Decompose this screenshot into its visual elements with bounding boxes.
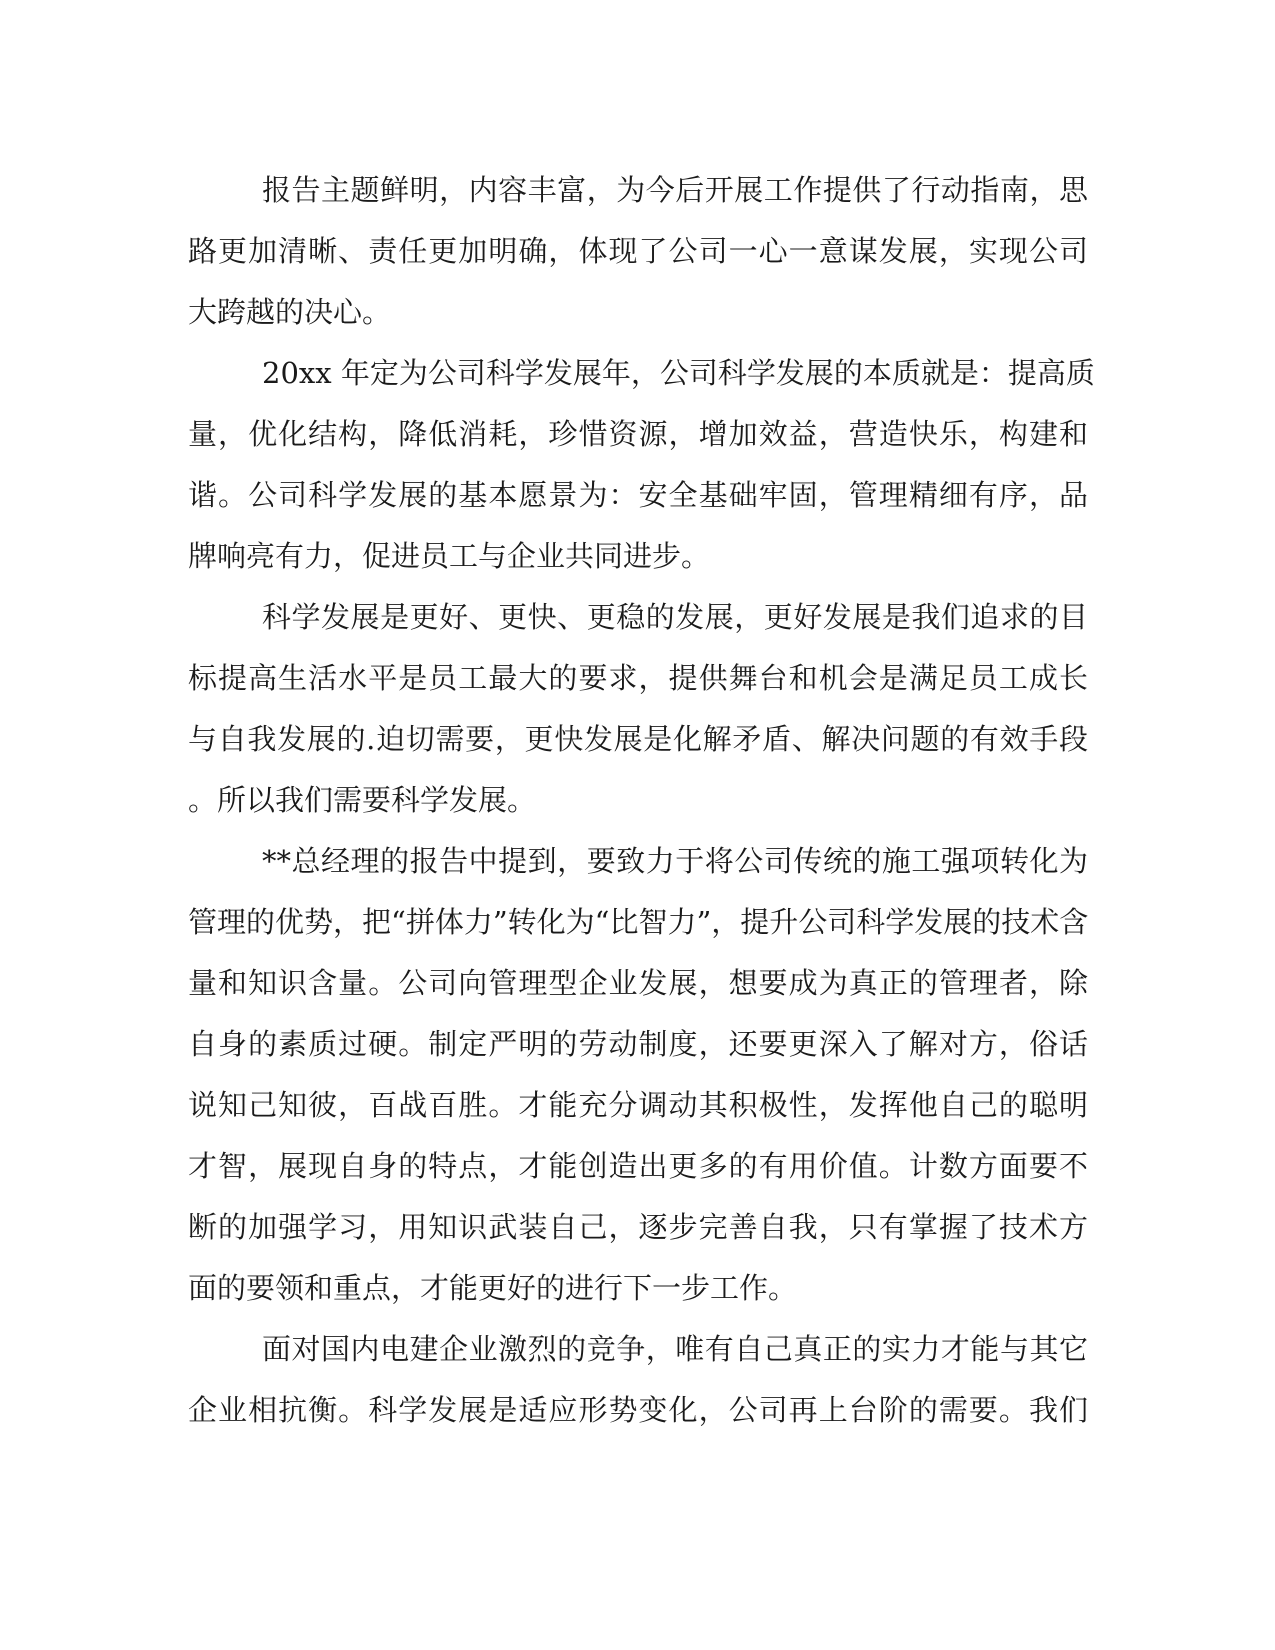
paragraph-line: 20xx 年定为公司科学发展年，公司科学发展的本质就是：提高质 [262,356,1095,390]
paragraph [188,160,1088,343]
paragraph-line: 牌响亮有力，促进员工与企业共同进步。 [188,539,711,573]
paragraph-line: 企业相抗衡。科学发展是适应形势变化，公司再上台阶的需要。我们 [188,1393,1088,1427]
paragraph-line: 报告主题鲜明，内容丰富，为今后开展工作提供了行动指南，思 [262,173,1088,207]
paragraph [188,343,1095,587]
paragraph-line: 自身的素质过硬。制定严明的劳动制度，还要更深入了解对方，俗话 [188,1027,1088,1061]
paragraph-line: 谐。公司科学发展的基本愿景为：安全基础牢固，管理精细有序，品 [188,478,1088,512]
paragraph-line: 断的加强学习，用知识武装自己，逐步完善自我，只有掌握了技术方 [188,1210,1088,1244]
paragraph-line: 面对国内电建企业激烈的竞争，唯有自己真正的实力才能与其它 [262,1332,1088,1366]
paragraph-line: 标提高生活水平是员工最大的要求，提供舞台和机会是满足员工成长 [188,661,1088,695]
paragraph-line: 量和知识含量。公司向管理型企业发展，想要成为真正的管理者，除 [188,966,1088,1000]
paragraph [188,1319,1088,1441]
paragraph [188,587,1088,831]
paragraph-line: 面的要领和重点，才能更好的进行下一步工作。 [188,1271,798,1305]
paragraph-line: 与自我发展的.迫切需要，更快发展是化解矛盾、解决问题的有效手段 [188,722,1088,756]
paragraph [188,831,1088,1319]
paragraph-line: 路更加清晰、责任更加明确，体现了公司一心一意谋发展，实现公司 [188,234,1088,268]
paragraph-line: 说知己知彼，百战百胜。才能充分调动其积极性，发挥他自己的聪明 [188,1088,1088,1122]
paragraph-line: 才智，展现自身的特点，才能创造出更多的有用价值。计数方面要不 [188,1149,1088,1183]
paragraph-line: 。所以我们需要科学发展。 [188,783,537,817]
document-body [188,160,1095,1441]
paragraph-line: 管理的优势，把“拼体力”转化为“比智力”，提升公司科学发展的技术含 [188,905,1089,939]
paragraph-line: **总经理的报告中提到，要致力于将公司传统的施工强项转化为 [262,844,1088,878]
paragraph-line: 大跨越的决心。 [188,295,392,329]
paragraph-line: 量，优化结构，降低消耗，珍惜资源，增加效益，营造快乐，构建和 [188,417,1088,451]
paragraph-line: 科学发展是更好、更快、更稳的发展，更好发展是我们追求的目 [262,600,1088,634]
